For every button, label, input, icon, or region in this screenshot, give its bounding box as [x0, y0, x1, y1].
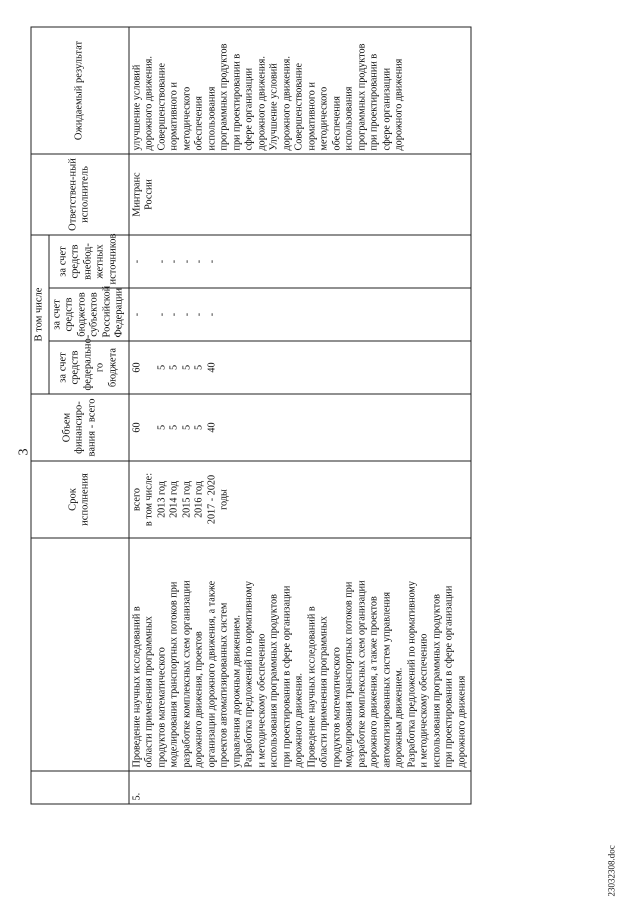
header-external: за счет средств внебюд-жетных источников	[48, 235, 128, 288]
result-line: нормативного и	[168, 82, 179, 151]
term-line: годы	[218, 489, 229, 510]
term-line: 2014 год	[168, 481, 179, 518]
result-line: обеспечения	[330, 96, 342, 151]
description-line: использования программных продуктов	[268, 594, 279, 768]
description-line: Разработка предложений по нормативному	[243, 581, 254, 768]
description-line: при проектировании в сфере организации	[443, 585, 454, 768]
description-line: и методическому обеспечению	[418, 633, 429, 768]
row-volume	[128, 394, 471, 461]
executor-line: Минтранс	[130, 172, 142, 217]
result-line: дорожного движения.	[255, 56, 267, 151]
external-value: -	[130, 259, 142, 264]
header-executor: Ответствен-ный исполнитель	[31, 154, 129, 235]
regional-value: -	[155, 312, 167, 317]
page-number: 3	[16, 448, 31, 456]
volume-value: 60	[130, 422, 142, 433]
header-description	[31, 538, 129, 771]
regional-value: -	[130, 312, 142, 317]
result-line: использования	[343, 86, 354, 151]
description-line: продуктов математического	[330, 647, 342, 768]
header-regional: за счет средств бюджетов субъектов Российской Федерации	[48, 288, 128, 341]
description-line: области применения программных	[143, 616, 154, 768]
program-table	[30, 27, 471, 805]
description-line: Проведение научных исследований в	[305, 606, 317, 768]
row-federal	[128, 341, 471, 394]
result-line: методического	[318, 86, 329, 151]
header-volume: Объем финансиро-вания - всего	[31, 394, 129, 461]
result-line: методического	[180, 86, 192, 151]
federal-value: 40	[205, 362, 217, 373]
result-line: программных продуктов	[218, 43, 229, 151]
result-line: обеспечения	[193, 96, 204, 151]
header-including: В том числе	[31, 235, 49, 394]
row-number: 5.	[128, 771, 471, 804]
term-line: 2016 год	[193, 481, 204, 518]
description-line: Проведение научных исследований в	[130, 606, 142, 768]
term-line: 2017 - 2020	[205, 474, 217, 525]
term-line: 2013 год	[155, 481, 167, 518]
external-value: -	[193, 259, 204, 264]
result-line: дорожного движения	[393, 58, 404, 151]
term-line: 2015 год	[180, 481, 192, 518]
result-line: улучшение условий	[130, 64, 142, 151]
description-line: при проектировании в сфере организации	[280, 585, 292, 768]
result-line: при проектировании в	[368, 53, 379, 151]
result-line: сфере организации	[243, 67, 254, 151]
description-line: управления дорожным движением.	[230, 615, 242, 768]
volume-value: 5	[193, 424, 204, 431]
description-line: дорожного движения.	[293, 673, 304, 768]
executor-line: России	[143, 179, 154, 210]
external-value: -	[205, 259, 217, 264]
row-result	[128, 27, 471, 154]
federal-value: 5	[155, 364, 167, 371]
federal-value: 5	[168, 364, 179, 371]
description-line: дорожного движения, а также проектов	[368, 596, 379, 768]
description-line: моделирования транспортных потоков при	[343, 581, 354, 768]
volume-value	[143, 398, 156, 458]
federal-value	[143, 345, 156, 391]
regional-value: -	[193, 312, 204, 317]
header-federal: за счет средств федерально-го бюджета	[48, 341, 128, 394]
description-line: проектов автоматизированных систем	[218, 602, 229, 768]
header-term: Срок исполнения	[31, 461, 129, 538]
description-line: моделирования транспортных потоков при	[168, 581, 179, 768]
row-external	[128, 235, 471, 288]
description-line: Разработка предложений по нормативному	[405, 581, 417, 768]
header-number	[31, 771, 129, 804]
external-value: -	[180, 259, 192, 264]
description-line: области применения программных	[318, 616, 329, 768]
description-line: дорожного движения, проектов	[193, 631, 204, 768]
description-line: дорожного движения	[455, 675, 467, 768]
external-value: -	[168, 259, 179, 264]
description-line: использования программных продуктов	[430, 594, 442, 768]
result-line: Улучшение условий	[268, 63, 279, 151]
result-line: Совершенствование	[155, 62, 167, 151]
volume-value: 5	[155, 424, 167, 431]
result-line: программных продуктов	[355, 43, 367, 151]
header-result: Ожидаемый результат	[31, 27, 129, 154]
regional-value: -	[168, 312, 179, 317]
description-line: автоматизированных систем управления	[380, 591, 392, 768]
result-line: дорожного движения.	[280, 56, 292, 151]
result-line: Совершенствование	[293, 62, 304, 151]
description-line: продуктов математического	[155, 647, 167, 768]
regional-value: -	[205, 312, 217, 317]
row-terms	[128, 461, 471, 538]
result-line: сфере организации	[380, 67, 392, 151]
footer-filename: 23032308.doc	[606, 845, 616, 897]
table-row	[128, 27, 471, 804]
description-line: и методическому обеспечению	[255, 633, 267, 768]
description-line: разработке комплексных схем организации	[355, 580, 367, 768]
federal-value: 5	[193, 364, 204, 371]
result-line: нормативного и	[305, 82, 317, 151]
volume-value: 5	[180, 424, 192, 431]
result-line: использования	[205, 86, 217, 151]
volume-value: 40	[205, 422, 217, 433]
federal-value: 5	[180, 364, 192, 371]
volume-value: 5	[168, 424, 179, 431]
regional-value	[143, 292, 156, 338]
row-regional	[128, 288, 471, 341]
regional-value: -	[180, 312, 192, 317]
description-line: разработке комплексных схем организации	[180, 580, 192, 768]
external-value: -	[155, 259, 167, 264]
description-line: дорожным движением.	[393, 667, 404, 768]
row-description	[128, 538, 471, 771]
row-executor	[128, 154, 471, 235]
result-line: дорожного движения.	[143, 56, 154, 151]
external-value	[143, 239, 156, 285]
result-line: при проектировании в	[230, 53, 242, 151]
term-line: в том числе:	[143, 472, 154, 527]
description-line: организации дорожного движения, а также	[205, 580, 217, 768]
term-line: всего	[130, 488, 142, 511]
federal-value: 60	[130, 362, 142, 373]
